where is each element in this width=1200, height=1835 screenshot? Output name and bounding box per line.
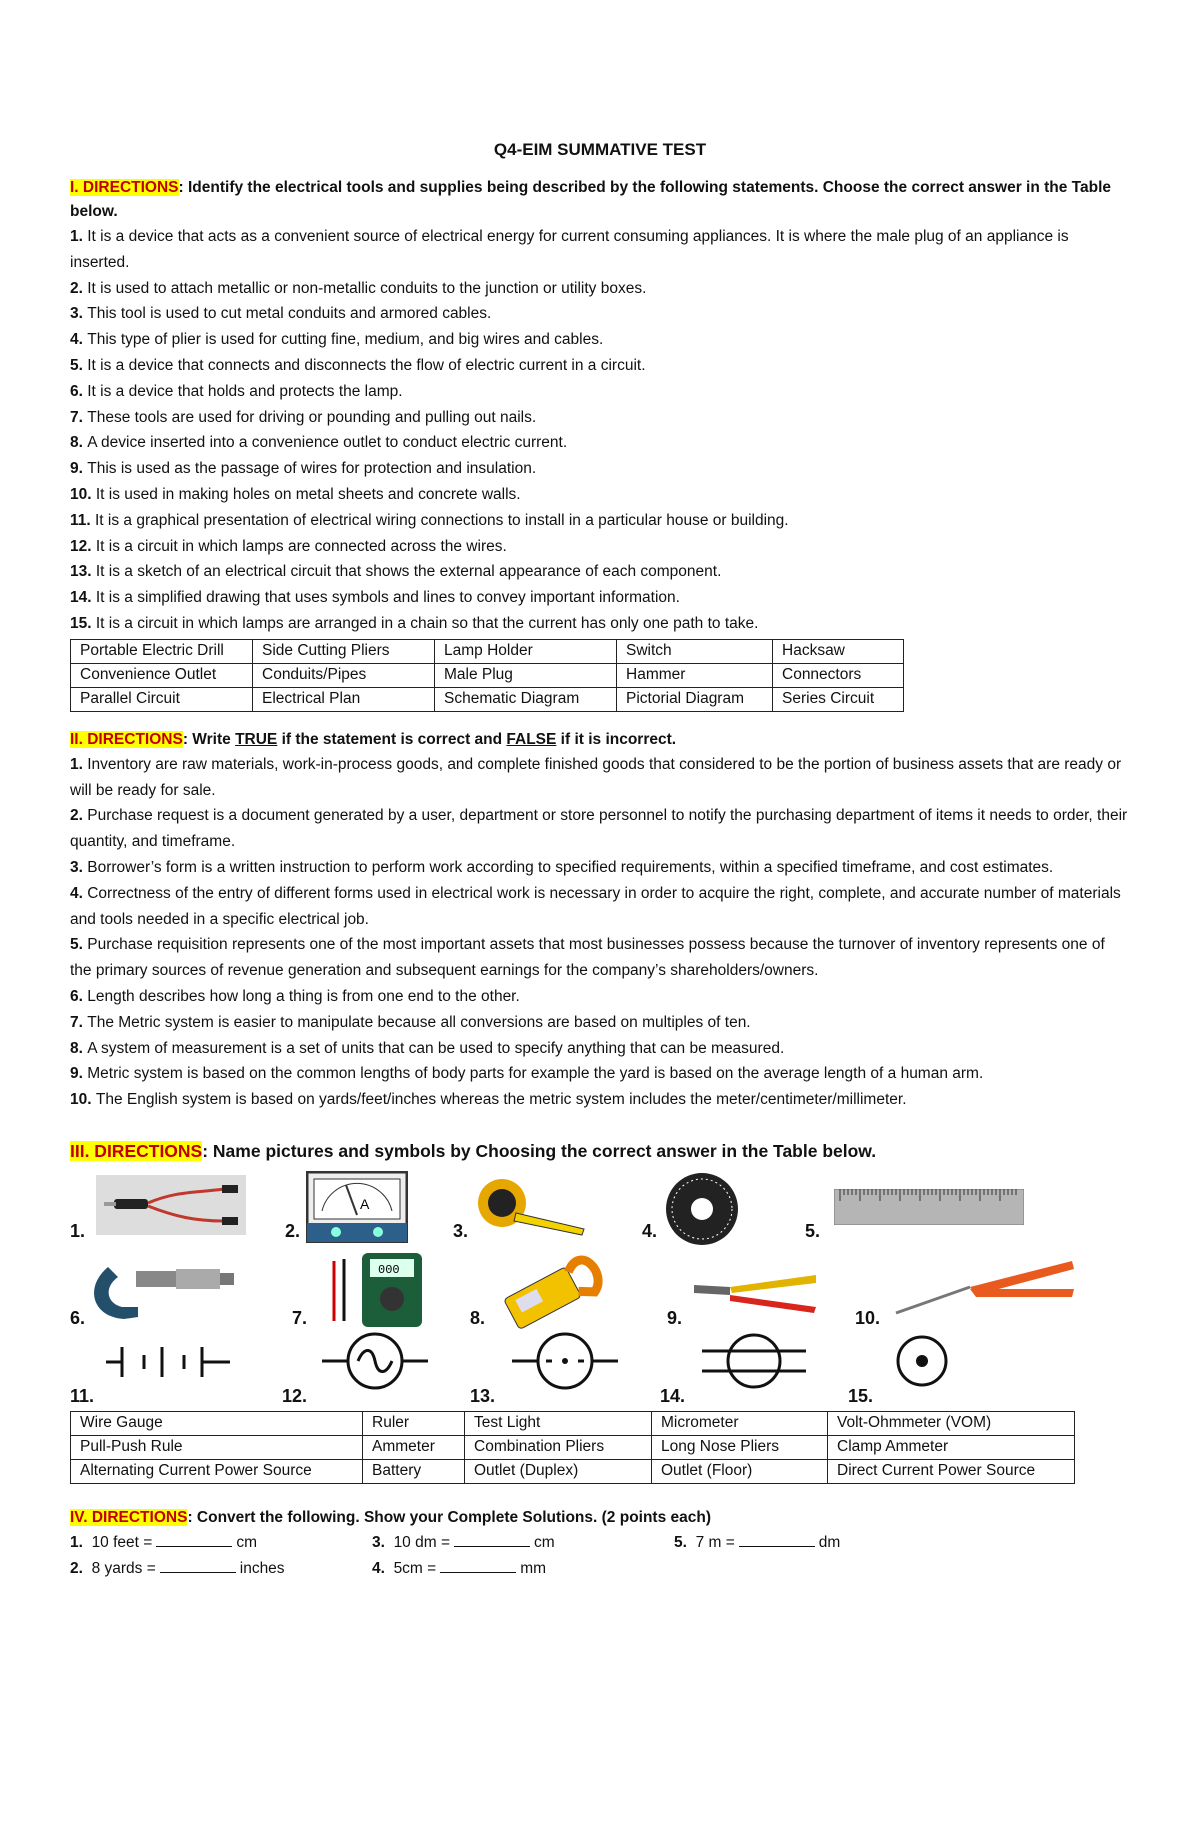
conversion-item: 1. 10 feet = cm: [70, 1533, 257, 1551]
question-number: 3.: [70, 858, 88, 876]
table-cell: Series Circuit: [773, 687, 904, 711]
table-cell: Conduits/Pipes: [253, 663, 435, 687]
pic-number: 2.: [285, 1220, 301, 1241]
ac-power-source-symbol: [320, 1331, 430, 1391]
question-text: Metric system is based on the common lengths of body parts for example the yard is based on the average length of a human arm.: [87, 1065, 984, 1083]
question-item: [70, 508, 1130, 534]
conversion-row-1: [70, 1530, 1130, 1556]
test-page: [70, 140, 1130, 1582]
pull-push-rule-image: [476, 1177, 586, 1237]
table-cell: Schematic Diagram: [435, 687, 617, 711]
question-text: Borrower’s form is a written instruction to perform work according to specified requirements, within a specified timeframe, and cost estimates.: [87, 858, 1054, 876]
conversion-row-2: [70, 1556, 1130, 1582]
table-cell: Volt-Ohmmeter (VOM): [828, 1411, 1075, 1435]
question-text: It is a device that holds and protects the lamp.: [87, 382, 403, 400]
table-cell: Male Plug: [435, 663, 617, 687]
question-text: Correctness of the entry of different forms used in electrical work is necessary in order to acquire the right, complete, and accurate number of materials and tools needed in a specific electrical job.: [70, 884, 1121, 928]
question-number: 2.: [70, 279, 88, 297]
question-number: 7.: [70, 408, 88, 426]
section1-answer-table: [70, 639, 904, 712]
table-cell: Pull-Push Rule: [71, 1435, 363, 1459]
question-item: [70, 379, 1130, 405]
question-text: The Metric system is easier to manipulate because all conversions are based on multiples of ten.: [87, 1013, 751, 1031]
question-text: It is a graphical presentation of electrical wiring connections to install in a particular house or building.: [95, 511, 789, 529]
question-number: 15.: [70, 614, 96, 632]
micrometer-image: [88, 1257, 238, 1327]
question-number: 5.: [70, 936, 88, 954]
section1-directions: [70, 176, 1130, 224]
question-item: [70, 559, 1130, 585]
pic-number: 12.: [282, 1385, 308, 1406]
answer-blank[interactable]: [739, 1532, 815, 1547]
table-cell: Long Nose Pliers: [652, 1435, 828, 1459]
question-text: Inventory are raw materials, work-in-process goods, and complete finished goods that considered to be the portion of business assets that are ready or will be ready for sale.: [70, 755, 1122, 799]
section3-instruction: : Name pictures and symbols by Choosing the correct answer in the Table below.: [202, 1140, 877, 1161]
question-text: A system of measurement is a set of units that can be used to specify anything that can be measured.: [87, 1039, 785, 1057]
section1-label: I. DIRECTIONS: [70, 179, 179, 196]
question-text: It is used to attach metallic or non-metallic conduits to the junction or utility boxes.: [87, 279, 647, 297]
question-item: [70, 353, 1130, 379]
section3-directions: [70, 1137, 1130, 1165]
question-text: It is a device that connects and disconnects the flow of electric current in a circuit.: [87, 356, 646, 374]
question-number: 13.: [70, 563, 96, 581]
question-item: [70, 803, 1130, 855]
question-item: [70, 585, 1130, 611]
table-row: [71, 1459, 1075, 1483]
section4-instruction: : Convert the following. Show your Complete Solutions. (2 points each): [187, 1508, 712, 1526]
question-text: It is a device that acts as a convenient source of electrical energy for current consuming appliances. It is where the male plug of an appliance is inserted.: [70, 228, 1069, 271]
ammeter-letter: A: [360, 1195, 370, 1212]
pic-number: 1.: [70, 1220, 86, 1241]
section2-label: II. DIRECTIONS: [70, 730, 183, 748]
pic-number: 3.: [453, 1220, 469, 1241]
question-item: [70, 482, 1130, 508]
question-item: [70, 327, 1130, 353]
question-item: [70, 301, 1130, 327]
question-item: [70, 430, 1130, 456]
table-cell: Direct Current Power Source: [828, 1459, 1075, 1483]
table-cell: Wire Gauge: [71, 1411, 363, 1435]
pic-number: 8.: [470, 1307, 486, 1328]
question-text: It is a simplified drawing that uses symbols and lines to convey important information.: [95, 589, 680, 607]
conversion-item: 4. 5cm = mm: [372, 1559, 547, 1577]
question-number: 3.: [70, 305, 88, 323]
question-item: [70, 611, 1130, 637]
vom-display: 000: [378, 1262, 400, 1277]
answer-blank[interactable]: [440, 1558, 516, 1573]
table-cell: Parallel Circuit: [71, 687, 253, 711]
pic-number: 7.: [292, 1307, 308, 1328]
table-cell: Battery: [363, 1459, 465, 1483]
question-text: It is a circuit in which lamps are arranged in a chain so that the current has only one path to take.: [95, 614, 759, 632]
question-item: [70, 1036, 1130, 1062]
question-item: [70, 276, 1130, 302]
question-item: [70, 752, 1130, 804]
question-item: [70, 855, 1130, 881]
question-item: [70, 881, 1130, 933]
question-item: [70, 1061, 1130, 1087]
section2-items: [70, 752, 1130, 1113]
table-cell: Electrical Plan: [253, 687, 435, 711]
question-number: 12.: [70, 537, 96, 555]
conversion-item: 3. 10 dm = cm: [372, 1533, 555, 1551]
table-cell: Portable Electric Drill: [71, 639, 253, 663]
table-row: [71, 1411, 1075, 1435]
section2-directions: [70, 728, 1130, 752]
pic-number: 9.: [667, 1307, 683, 1328]
table-row: [71, 687, 904, 711]
table-cell: Connectors: [773, 663, 904, 687]
section2-text-c: if it is incorrect.: [556, 730, 677, 748]
question-number: 1.: [70, 228, 88, 245]
answer-blank[interactable]: [156, 1532, 232, 1547]
question-number: 8.: [70, 1039, 88, 1057]
table-cell: Convenience Outlet: [71, 663, 253, 687]
table-cell: Alternating Current Power Source: [71, 1459, 363, 1483]
question-number: 14.: [70, 589, 96, 607]
question-text: It is a circuit in which lamps are connected across the wires.: [95, 537, 507, 555]
question-text: This is used as the passage of wires for protection and insulation.: [87, 460, 537, 478]
table-cell: Side Cutting Pliers: [253, 639, 435, 663]
table-cell: Ruler: [363, 1411, 465, 1435]
pic-number: 6.: [70, 1307, 86, 1328]
question-item: [70, 1087, 1130, 1113]
section3-answer-table: [70, 1411, 1075, 1484]
question-text: Purchase requisition represents one of the most important assets that most businesses possess because the turnover of inventory represents one of the primary sources of revenue generation and subsequent earnings for the company’s shareholders/owners.: [70, 936, 1105, 980]
question-text: The English system is based on yards/feet/inches whereas the metric system includes the meter/centimeter/millimeter.: [95, 1091, 907, 1109]
pic-number: 14.: [660, 1385, 686, 1406]
table-cell: Outlet (Floor): [652, 1459, 828, 1483]
question-number: 10.: [70, 1091, 96, 1109]
question-item: [70, 1010, 1130, 1036]
wire-gauge-image: [664, 1171, 740, 1247]
section2-text-b: if the statement is correct and: [277, 730, 507, 748]
ruler-image: [834, 1189, 1024, 1225]
table-cell: Test Light: [465, 1411, 652, 1435]
table-cell: Switch: [617, 639, 773, 663]
table-cell: Outlet (Duplex): [465, 1459, 652, 1483]
question-number: 1.: [70, 755, 88, 773]
question-number: 9.: [70, 1065, 88, 1083]
long-nose-pliers-image: [890, 1251, 1080, 1321]
question-item: [70, 984, 1130, 1010]
pic-number: 11.: [70, 1385, 95, 1406]
question-number: 6.: [70, 382, 88, 400]
section4-directions: [70, 1506, 1130, 1530]
question-text: These tools are used for driving or pounding and pulling out nails.: [87, 408, 537, 426]
question-item: [70, 456, 1130, 482]
question-text: A device inserted into a convenience outlet to conduct electric current.: [87, 434, 568, 452]
question-item: [70, 932, 1130, 984]
table-row: [71, 1435, 1075, 1459]
table-row: [71, 663, 904, 687]
test-light-image: [96, 1175, 246, 1235]
table-cell: Combination Pliers: [465, 1435, 652, 1459]
question-text: Length describes how long a thing is from one end to the other.: [87, 987, 520, 1005]
question-text: This tool is used to cut metal conduits and armored cables.: [87, 305, 492, 323]
pic-number: 15.: [848, 1385, 874, 1406]
question-number: 4.: [70, 884, 88, 902]
table-cell: Clamp Ammeter: [828, 1435, 1075, 1459]
table-row: [71, 639, 904, 663]
question-number: 5.: [70, 356, 88, 374]
table-cell: Ammeter: [363, 1435, 465, 1459]
question-text: This type of plier is used for cutting fine, medium, and big wires and cables.: [87, 331, 604, 349]
false-word: FALSE: [506, 730, 557, 748]
question-number: 4.: [70, 331, 88, 349]
picture-grid: [70, 1171, 1130, 1409]
pic-number: 10.: [855, 1307, 881, 1328]
table-cell: Micrometer: [652, 1411, 828, 1435]
question-item: [70, 224, 1130, 276]
table-cell: Lamp Holder: [435, 639, 617, 663]
clamp-ammeter-image: [490, 1253, 610, 1333]
combination-pliers-image: [690, 1267, 820, 1317]
outlet-floor-symbol: [892, 1331, 952, 1391]
section4-label: IV. DIRECTIONS: [70, 1508, 188, 1526]
pic-number: 13.: [470, 1385, 496, 1406]
question-number: 8.: [70, 434, 88, 452]
table-cell: Hacksaw: [773, 639, 904, 663]
ammeter-image: [306, 1171, 408, 1243]
section3-label: III. DIRECTIONS: [70, 1140, 203, 1161]
conversion-item: 5. 7 m = dm: [674, 1533, 841, 1551]
pic-number: 4.: [642, 1220, 658, 1241]
answer-blank[interactable]: [454, 1532, 530, 1547]
page-title: Q4-EIM SUMMATIVE TEST: [493, 140, 707, 159]
vom-image: [314, 1251, 426, 1331]
answer-blank[interactable]: [160, 1558, 236, 1573]
conversion-item: 2. 8 yards = inches: [70, 1559, 285, 1577]
outlet-duplex-symbol: [700, 1331, 810, 1391]
question-number: 11.: [70, 511, 95, 529]
question-text: It is a sketch of an electrical circuit that shows the external appearance of each component.: [95, 563, 722, 581]
question-number: 7.: [70, 1013, 88, 1031]
question-item: [70, 405, 1130, 431]
section2-text-a: : Write: [182, 730, 236, 748]
section1-instruction: : Identify the electrical tools and supplies being described by the following statements. Choose the correct answer in the Table below.: [70, 179, 1111, 220]
question-number: 9.: [70, 460, 88, 478]
question-text: Purchase request is a document generated by a user, department or store personnel to notify the purchasing department of items it needs to order, their quantity, and timeframe.: [70, 807, 1128, 851]
dc-power-source-symbol: [510, 1331, 620, 1391]
battery-symbol: [104, 1337, 234, 1387]
question-number: 10.: [70, 485, 96, 503]
pic-number: 5.: [805, 1220, 821, 1241]
table-cell: Hammer: [617, 663, 773, 687]
question-number: 2.: [70, 807, 88, 825]
table-cell: Pictorial Diagram: [617, 687, 773, 711]
true-word: TRUE: [235, 730, 278, 748]
question-number: 6.: [70, 987, 88, 1005]
question-text: It is used in making holes on metal sheets and concrete walls.: [95, 485, 521, 503]
section1-items: [70, 224, 1130, 637]
question-item: [70, 534, 1130, 560]
